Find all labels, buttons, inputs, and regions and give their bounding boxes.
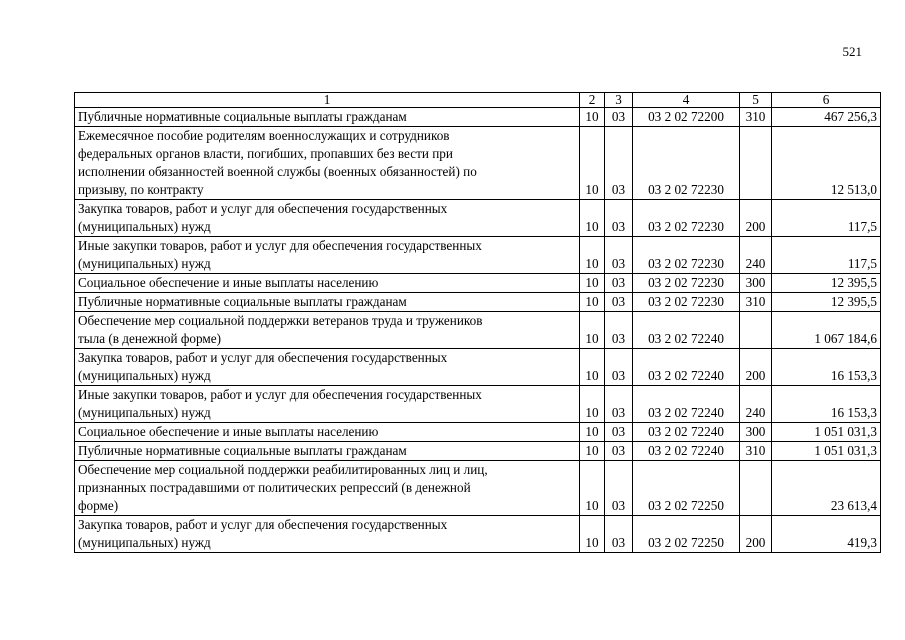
table-body — [75, 93, 881, 553]
expense-type-code: 200 — [740, 516, 772, 553]
description-line: исполнении обязанностей военной службы (военных обязанностей) по — [78, 164, 477, 179]
description-line: Социальное обеспечение и иные выплаты населению — [78, 275, 379, 290]
section-code: 10 — [580, 312, 605, 349]
amount: 12 395,5 — [772, 274, 881, 293]
description-line: Закупка товаров, работ и услуг для обеспечения государственных — [78, 350, 448, 365]
row-description — [75, 200, 580, 237]
subsection-code: 03 — [605, 293, 633, 312]
description-line: признанных пострадавшими от политических репрессий (в денежной — [78, 480, 471, 495]
subsection-code: 03 — [605, 423, 633, 442]
subsection-code: 03 — [605, 442, 633, 461]
budget-table — [74, 92, 881, 553]
subsection-code: 03 — [605, 461, 633, 516]
expense-type-code: 200 — [740, 200, 772, 237]
row-description — [75, 461, 580, 516]
description-line: Публичные нормативные социальные выплаты гражданам — [78, 443, 407, 458]
header-cell-1: 1 — [75, 93, 580, 108]
description-line: Обеспечение мер социальной поддержки ветеранов труда и тружеников — [78, 313, 483, 328]
expense-type-code — [740, 127, 772, 200]
description-line: тыла (в денежной форме) — [78, 331, 221, 346]
target-article-code: 03 2 02 72240 — [633, 386, 740, 423]
table-row — [75, 127, 881, 200]
amount: 1 051 031,3 — [772, 423, 881, 442]
row-description — [75, 274, 580, 293]
expense-type-code: 300 — [740, 423, 772, 442]
amount: 419,3 — [772, 516, 881, 553]
description-line: Публичные нормативные социальные выплаты гражданам — [78, 109, 407, 124]
table-header-row — [75, 93, 881, 108]
section-code: 10 — [580, 423, 605, 442]
row-description — [75, 312, 580, 349]
row-description — [75, 108, 580, 127]
target-article-code: 03 2 02 72240 — [633, 442, 740, 461]
amount: 1 067 184,6 — [772, 312, 881, 349]
target-article-code: 03 2 02 72250 — [633, 516, 740, 553]
target-article-code: 03 2 02 72230 — [633, 200, 740, 237]
subsection-code: 03 — [605, 127, 633, 200]
subsection-code: 03 — [605, 386, 633, 423]
description-line: Закупка товаров, работ и услуг для обеспечения государственных — [78, 517, 448, 532]
section-code: 10 — [580, 200, 605, 237]
table-row — [75, 461, 881, 516]
expense-type-code: 310 — [740, 108, 772, 127]
amount: 1 051 031,3 — [772, 442, 881, 461]
table-row — [75, 200, 881, 237]
subsection-code: 03 — [605, 237, 633, 274]
section-code: 10 — [580, 127, 605, 200]
subsection-code: 03 — [605, 516, 633, 553]
description-line: Иные закупки товаров, работ и услуг для обеспечения государственных — [78, 238, 482, 253]
expense-type-code: 240 — [740, 386, 772, 423]
target-article-code: 03 2 02 72240 — [633, 349, 740, 386]
table-row — [75, 423, 881, 442]
section-code: 10 — [580, 386, 605, 423]
header-cell-2: 2 — [580, 93, 605, 108]
description-line: (муниципальных) нужд — [78, 368, 211, 383]
amount: 23 613,4 — [772, 461, 881, 516]
header-cell-4: 4 — [633, 93, 740, 108]
row-description — [75, 237, 580, 274]
subsection-code: 03 — [605, 349, 633, 386]
amount: 12 395,5 — [772, 293, 881, 312]
target-article-code: 03 2 02 72240 — [633, 312, 740, 349]
row-description — [75, 293, 580, 312]
description-line: Социальное обеспечение и иные выплаты населению — [78, 424, 379, 439]
description-line: федеральных органов власти, погибших, пропавших без вести при — [78, 146, 453, 161]
description-line: Обеспечение мер социальной поддержки реабилитированных лиц и лиц, — [78, 462, 488, 477]
target-article-code: 03 2 02 72200 — [633, 108, 740, 127]
target-article-code: 03 2 02 72250 — [633, 461, 740, 516]
row-description — [75, 442, 580, 461]
amount: 16 153,3 — [772, 349, 881, 386]
target-article-code: 03 2 02 72230 — [633, 293, 740, 312]
description-line: (муниципальных) нужд — [78, 256, 211, 271]
target-article-code: 03 2 02 72230 — [633, 127, 740, 200]
expense-type-code: 240 — [740, 237, 772, 274]
expense-type-code: 310 — [740, 293, 772, 312]
table-row — [75, 237, 881, 274]
expense-type-code: 200 — [740, 349, 772, 386]
description-line: Иные закупки товаров, работ и услуг для обеспечения государственных — [78, 387, 482, 402]
table-row — [75, 312, 881, 349]
table-row — [75, 293, 881, 312]
subsection-code: 03 — [605, 200, 633, 237]
section-code: 10 — [580, 293, 605, 312]
page-number: 521 — [842, 44, 862, 59]
subsection-code: 03 — [605, 312, 633, 349]
description-line: (муниципальных) нужд — [78, 405, 211, 420]
amount: 117,5 — [772, 237, 881, 274]
description-line: Закупка товаров, работ и услуг для обеспечения государственных — [78, 201, 448, 216]
table-row — [75, 274, 881, 293]
subsection-code: 03 — [605, 274, 633, 293]
expense-type-code — [740, 461, 772, 516]
section-code: 10 — [580, 108, 605, 127]
section-code: 10 — [580, 516, 605, 553]
description-line: Ежемесячное пособие родителям военнослужащих и сотрудников — [78, 128, 450, 143]
amount: 12 513,0 — [772, 127, 881, 200]
row-description — [75, 127, 580, 200]
description-line: форме) — [78, 498, 119, 513]
target-article-code: 03 2 02 72230 — [633, 237, 740, 274]
row-description — [75, 423, 580, 442]
header-cell-6: 6 — [772, 93, 881, 108]
target-article-code: 03 2 02 72230 — [633, 274, 740, 293]
amount: 16 153,3 — [772, 386, 881, 423]
table-row — [75, 108, 881, 127]
target-article-code: 03 2 02 72240 — [633, 423, 740, 442]
description-line: (муниципальных) нужд — [78, 219, 211, 234]
row-description — [75, 349, 580, 386]
table-row — [75, 386, 881, 423]
amount: 467 256,3 — [772, 108, 881, 127]
expense-type-code — [740, 312, 772, 349]
section-code: 10 — [580, 442, 605, 461]
description-line: призыву, по контракту — [78, 182, 204, 197]
table-row — [75, 442, 881, 461]
expense-type-code: 310 — [740, 442, 772, 461]
table-row — [75, 516, 881, 553]
description-line: Публичные нормативные социальные выплаты гражданам — [78, 294, 407, 309]
section-code: 10 — [580, 274, 605, 293]
row-description — [75, 386, 580, 423]
expense-type-code: 300 — [740, 274, 772, 293]
section-code: 10 — [580, 461, 605, 516]
header-cell-3: 3 — [605, 93, 633, 108]
header-cell-5: 5 — [740, 93, 772, 108]
row-description — [75, 516, 580, 553]
amount: 117,5 — [772, 200, 881, 237]
section-code: 10 — [580, 349, 605, 386]
section-code: 10 — [580, 237, 605, 274]
table-row — [75, 349, 881, 386]
description-line: (муниципальных) нужд — [78, 535, 211, 550]
subsection-code: 03 — [605, 108, 633, 127]
